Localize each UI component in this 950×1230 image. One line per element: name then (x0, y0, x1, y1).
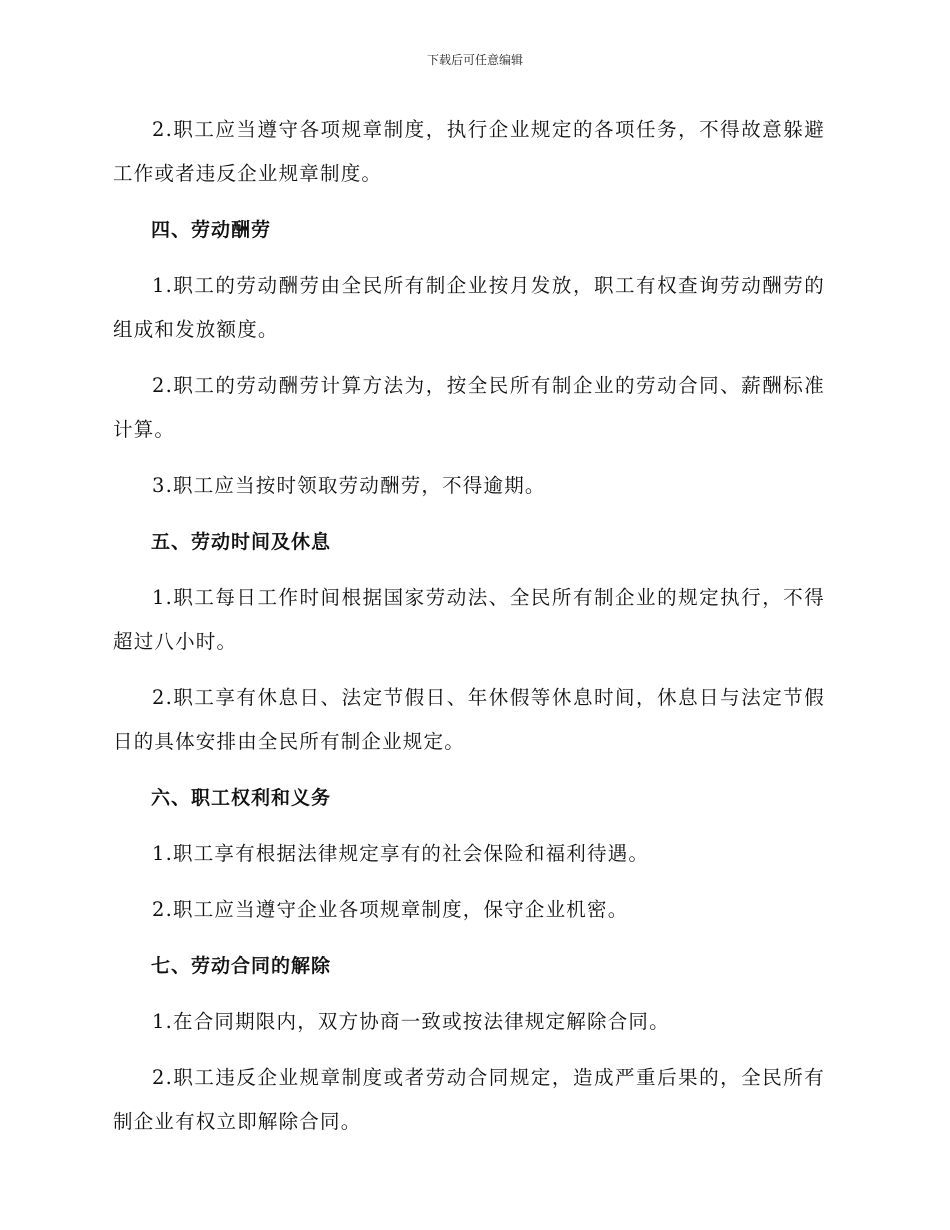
document-body (113, 108, 825, 1156)
paragraph-7-2: 2.职工违反企业规章制度或者劳动合同规定，造成严重后果的，全民所有制企业有权立即解除合同。 (113, 1066, 825, 1133)
paragraph-5-1: 1.职工每日工作时间根据国家劳动法、全民所有制企业的规定执行，不得超过八小时。 (113, 586, 825, 653)
paragraph-4-1: 1.职工的劳动酬劳由全民所有制企业按月发放，职工有权查询劳动酬劳的组成和发放额度。 (113, 274, 825, 341)
section-heading-6: 六、职工权利和义务 (151, 787, 332, 809)
paragraph-4-3: 3.职工应当按时领取劳动酬劳，不得逾期。 (152, 474, 546, 497)
paragraph-4-2: 2.职工的劳动酬劳计算方法为，按全民所有制企业的劳动合同、薪酬标准计算。 (113, 374, 825, 441)
paragraph-6-1: 1.职工享有根据法律规定享有的社会保险和福利待遇。 (152, 842, 650, 865)
section-heading-5: 五、劳动时间及休息 (151, 531, 332, 553)
section-heading-7: 七、劳动合同的解除 (151, 955, 332, 977)
paragraph-5-2: 2.职工享有休息日、法定节假日、年休假等休息时间，休息日与法定节假日的具体安排由全民所有制企业规定。 (113, 686, 825, 753)
page-header: 下载后可任意编辑 (426, 53, 523, 67)
section-heading-4: 四、劳动酬劳 (151, 219, 272, 241)
paragraph-7-1: 1.在合同期限内，双方协商一致或按法律规定解除合同。 (152, 1010, 670, 1033)
paragraph-2-1: 2.职工应当遵守各项规章制度，执行企业规定的各项任务，不得故意躲避工作或者违反企业规章制度。 (113, 118, 825, 185)
paragraph-6-2: 2.职工应当遵守企业各项规章制度，保守企业机密。 (152, 898, 629, 921)
